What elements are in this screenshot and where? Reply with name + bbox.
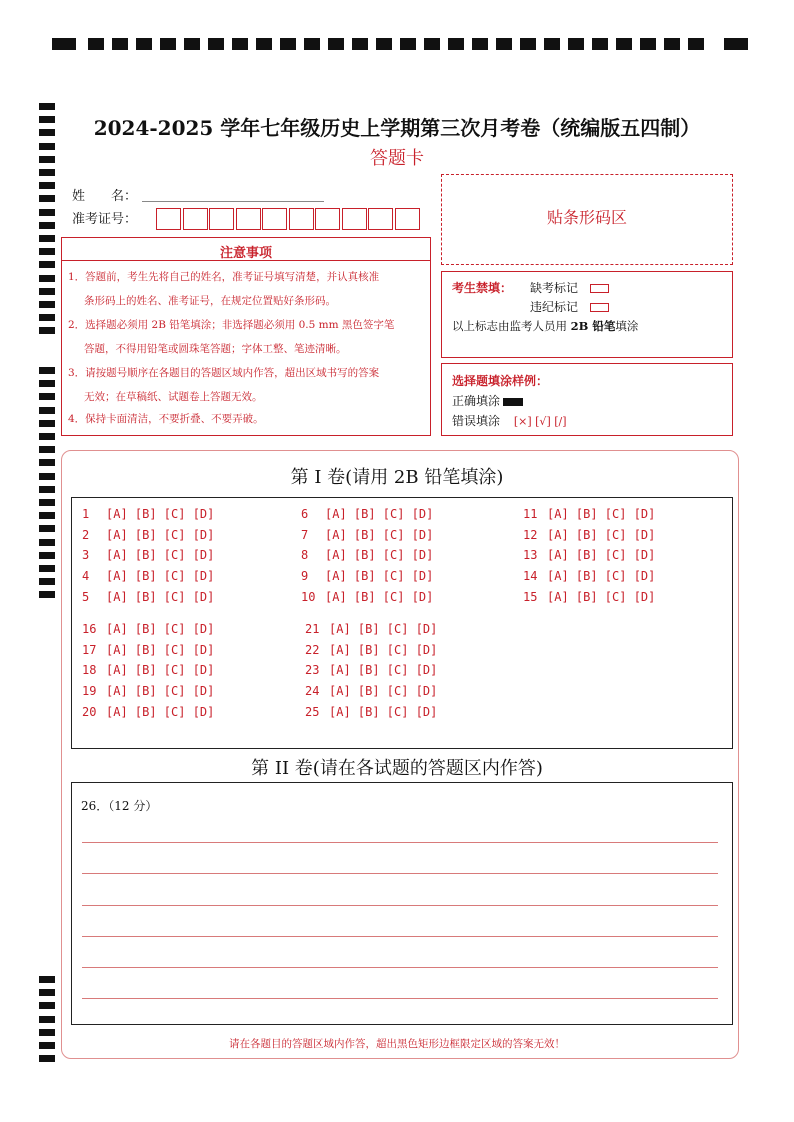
sample-box <box>441 363 733 436</box>
question-number: 18 <box>82 663 97 678</box>
timing-mark <box>39 989 55 996</box>
sample-title: 选择题填涂样例： <box>452 374 549 388</box>
answer-bubbles[interactable]: [A] [B] [C] [D] <box>329 663 438 678</box>
answer-bubbles[interactable]: [A] [B] [C] [D] <box>106 684 215 699</box>
choice-question-row <box>82 507 214 521</box>
timing-mark <box>39 261 55 268</box>
exam-id-digit-box[interactable] <box>342 208 367 230</box>
question-number: 6 <box>301 507 309 521</box>
choice-question-row <box>82 622 214 636</box>
answer-bubbles[interactable]: [A] [B] [C] [D] <box>106 663 215 678</box>
timing-mark <box>424 38 440 50</box>
choice-question-row <box>523 569 655 583</box>
answer-bubbles[interactable]: [A] [B] [C] [D] <box>106 569 215 584</box>
answer-bubbles[interactable]: [A] [B] [C] [D] <box>547 548 656 563</box>
choice-question-row <box>82 643 214 657</box>
violation-checkbox[interactable] <box>590 303 609 312</box>
notice-line: 3．请按题号顺序在各题目的答题区域内作答，超出区域书写的答案 <box>68 367 380 379</box>
choice-question-row <box>301 528 433 542</box>
absent-checkbox[interactable] <box>590 284 609 293</box>
answer-bubbles[interactable]: [A] [B] [C] [D] <box>329 704 438 719</box>
timing-mark <box>39 1016 55 1023</box>
notice-line: 2．选择题必须用 2B 铅笔填涂；非选择题必须用 0.5 mm 黑色签字笔 <box>68 319 395 331</box>
exam-id-digit-box[interactable] <box>315 208 340 230</box>
notice-title: 注意事项 <box>219 246 272 261</box>
timing-mark <box>39 169 55 176</box>
timing-mark <box>640 38 656 50</box>
timing-mark <box>724 38 748 50</box>
choice-question-row <box>523 507 655 521</box>
timing-mark <box>184 38 200 50</box>
choice-question-row <box>82 705 214 719</box>
timing-mark <box>39 182 55 189</box>
choice-question-row <box>301 569 433 583</box>
choice-question-row <box>305 684 437 698</box>
timing-mark <box>280 38 296 50</box>
answer-bubbles[interactable]: [A] [B] [C] [D] <box>325 589 434 604</box>
timing-mark-bar <box>52 38 748 50</box>
timing-mark <box>39 420 55 427</box>
answer-line <box>82 842 718 843</box>
answer-line <box>82 905 718 906</box>
q26-label: 26．（12 分） <box>81 799 158 813</box>
timing-mark <box>496 38 512 50</box>
exam-id-digit-box[interactable] <box>156 208 181 230</box>
choice-question-row <box>523 548 655 562</box>
page-title: 2024-2025 学年七年级历史上学期第三次月考卷（统编版五四制） <box>93 116 701 140</box>
question-number: 15 <box>523 589 538 604</box>
choice-question-row <box>305 663 437 677</box>
choice-question-row <box>301 590 433 604</box>
timing-mark <box>688 38 704 50</box>
answer-bubbles[interactable]: [A] [B] [C] [D] <box>106 704 215 719</box>
timing-mark <box>592 38 608 50</box>
timing-mark <box>39 143 55 150</box>
timing-mark <box>616 38 632 50</box>
question-number: 8 <box>301 548 309 563</box>
choice-grid <box>71 497 733 749</box>
notice-line: 条形码上的姓名、准考证号，在规定位置贴好条形码。 <box>84 295 336 307</box>
timing-mark <box>39 116 55 123</box>
question-number: 11 <box>523 507 538 521</box>
timing-mark <box>256 38 272 50</box>
proctor-note-text: 以上标志由监考人员用 <box>452 319 567 333</box>
timing-mark <box>448 38 464 50</box>
proctor-note-bold: 2B 铅笔 <box>570 319 616 333</box>
timing-mark <box>39 446 55 453</box>
timing-mark <box>52 38 76 50</box>
answer-bubbles[interactable]: [A] [B] [C] [D] <box>547 569 656 584</box>
answer-bubbles[interactable]: [A] [B] [C] [D] <box>106 527 215 542</box>
timing-mark <box>39 301 55 308</box>
answer-bubbles[interactable]: [A] [B] [C] [D] <box>329 642 438 657</box>
barcode-area <box>441 174 733 265</box>
choice-question-row <box>301 548 433 562</box>
timing-mark <box>39 525 55 532</box>
timing-mark <box>376 38 392 50</box>
timing-mark <box>39 222 55 229</box>
answer-bubbles[interactable]: [A] [B] [C] [D] <box>547 589 656 604</box>
question-number: 24 <box>305 684 320 699</box>
timing-mark <box>39 407 55 414</box>
name-field[interactable] <box>142 201 324 202</box>
timing-mark <box>39 288 55 295</box>
question-number: 2 <box>82 527 90 542</box>
answer-bubbles[interactable]: [A] [B] [C] [D] <box>106 622 215 636</box>
answer-line <box>82 998 718 999</box>
correct-label: 正确填涂 <box>452 394 501 408</box>
choice-question-row <box>305 643 437 657</box>
timing-mark <box>39 209 55 216</box>
part1-title: 第 I 卷(请用 2B 铅笔填涂) <box>290 467 504 488</box>
question-number: 9 <box>301 569 309 584</box>
timing-mark <box>328 38 344 50</box>
part2-title: 第 II 卷(请在各试题的答题区内作答) <box>251 758 543 779</box>
timing-mark <box>39 499 55 506</box>
timing-mark <box>39 578 55 585</box>
answer-line <box>82 873 718 874</box>
timing-mark <box>520 38 536 50</box>
page-subtitle: 答题卡 <box>370 148 424 169</box>
exam-id-digit-box[interactable] <box>209 208 234 230</box>
answer-bubbles[interactable]: [A] [B] [C] [D] <box>106 642 215 657</box>
choice-question-row <box>82 528 214 542</box>
timing-mark <box>39 1055 55 1062</box>
timing-mark <box>39 393 55 400</box>
notice-line: 4．保持卡面清洁，不要折叠、不要弄破。 <box>68 413 264 425</box>
timing-mark <box>39 235 55 242</box>
question-number: 19 <box>82 684 97 699</box>
timing-mark <box>39 380 55 387</box>
notice-line: 答题，不得用铅笔或圆珠笔答题；字体工整、笔迹清晰。 <box>84 343 347 355</box>
notice-box <box>61 260 431 436</box>
question-number: 25 <box>305 704 320 719</box>
name-label: 姓 名： <box>72 189 138 204</box>
correct-sample <box>452 392 523 409</box>
timing-mark <box>39 1029 55 1036</box>
notice-line: 1．答题前，考生先将自己的姓名，准考证号填写清楚，并认真核准 <box>68 271 380 283</box>
timing-mark <box>39 539 55 546</box>
timing-mark <box>39 976 55 983</box>
exam-id-digit-box[interactable] <box>183 208 208 230</box>
question-number: 16 <box>82 622 97 636</box>
question-number: 7 <box>301 527 309 542</box>
question-number: 20 <box>82 704 97 719</box>
choice-question-row <box>82 684 214 698</box>
absent-label: 缺考标记 <box>530 281 579 295</box>
answer-bubbles[interactable]: [A] [B] [C] [D] <box>547 527 656 542</box>
answer-bubbles[interactable]: [A] [B] [C] [D] <box>106 589 215 604</box>
exam-id-digit-box[interactable] <box>289 208 314 230</box>
timing-mark <box>472 38 488 50</box>
timing-mark <box>664 38 680 50</box>
exam-id-digit-box[interactable] <box>236 208 261 230</box>
wrong-label: 错误填涂 <box>452 414 501 428</box>
timing-mark <box>352 38 368 50</box>
wrong-sample <box>452 412 567 429</box>
proctor-note <box>452 318 638 334</box>
choice-question-row <box>305 622 437 636</box>
violation-mark-row <box>530 298 609 315</box>
violation-label: 违纪标记 <box>530 300 579 314</box>
timing-mark <box>400 38 416 50</box>
timing-mark <box>39 275 55 282</box>
answer-bubbles[interactable]: [A] [B] [C] [D] <box>329 684 438 699</box>
timing-mark <box>39 327 55 334</box>
question-number: 23 <box>305 663 320 678</box>
answer-bubbles[interactable]: [A] [B] [C] [D] <box>106 507 215 521</box>
choice-question-row <box>82 590 214 604</box>
exam-id-digit-box[interactable] <box>368 208 393 230</box>
question-number: 4 <box>82 569 90 584</box>
timing-mark <box>88 38 104 50</box>
question-number: 3 <box>82 548 90 563</box>
q26-answer-box[interactable] <box>71 782 733 1025</box>
answer-bubbles[interactable]: [A] [B] [C] [D] <box>106 548 215 563</box>
question-number: 22 <box>305 642 320 657</box>
timing-mark <box>39 565 55 572</box>
absent-mark-row <box>530 279 609 296</box>
answer-line <box>82 967 718 968</box>
answer-bubbles[interactable]: [A] [B] [C] [D] <box>547 507 656 521</box>
timing-mark <box>39 195 55 202</box>
timing-mark <box>39 433 55 440</box>
choice-question-row <box>301 507 433 521</box>
answer-bubbles[interactable]: [A] [B] [C] [D] <box>325 548 434 563</box>
timing-mark <box>39 591 55 598</box>
question-number: 1 <box>82 507 90 521</box>
exam-id-digit-box[interactable] <box>395 208 420 230</box>
timing-mark <box>544 38 560 50</box>
proctor-note-suffix: 填涂 <box>615 319 639 333</box>
timing-mark <box>304 38 320 50</box>
timing-mark <box>39 314 55 321</box>
timing-mark <box>39 129 55 136</box>
proctor-box <box>441 271 733 358</box>
timing-mark <box>568 38 584 50</box>
choice-question-row <box>82 569 214 583</box>
timing-mark <box>208 38 224 50</box>
footer-note: 请在各题目的答题区域内作答，超出黑色矩形边框限定区域的答案无效！ <box>229 1038 565 1050</box>
timing-mark <box>39 103 55 110</box>
timing-mark <box>160 38 176 50</box>
filled-bubble-icon <box>503 398 523 406</box>
question-number: 5 <box>82 589 90 604</box>
wrong-marks: [×] [√] [/] <box>513 415 567 428</box>
choice-question-row <box>305 705 437 719</box>
question-number: 13 <box>523 548 538 563</box>
timing-mark <box>232 38 248 50</box>
timing-mark <box>39 248 55 255</box>
notice-header <box>61 237 431 261</box>
timing-mark <box>136 38 152 50</box>
timing-mark <box>112 38 128 50</box>
barcode-label: 贴条形码区 <box>546 208 627 227</box>
timing-mark <box>39 367 55 374</box>
answer-bubbles[interactable]: [A] [B] [C] [D] <box>325 507 434 521</box>
question-number: 14 <box>523 569 538 584</box>
question-number: 12 <box>523 527 538 542</box>
exam-id-digit-box[interactable] <box>262 208 287 230</box>
notice-line: 无效；在草稿纸、试题卷上答题无效。 <box>84 391 263 403</box>
question-number: 21 <box>305 622 320 636</box>
answer-bubbles[interactable]: [A] [B] [C] [D] <box>329 622 438 636</box>
id-label: 准考证号： <box>72 212 138 227</box>
choice-question-row <box>523 590 655 604</box>
timing-mark <box>39 512 55 519</box>
answer-bubbles[interactable]: [A] [B] [C] [D] <box>325 569 434 584</box>
choice-question-row <box>523 528 655 542</box>
timing-mark <box>39 552 55 559</box>
choice-question-row <box>82 663 214 677</box>
choice-question-row <box>82 548 214 562</box>
question-number: 17 <box>82 642 97 657</box>
proctor-title: 考生禁填： <box>452 281 513 295</box>
answer-line <box>82 936 718 937</box>
timing-mark <box>39 156 55 163</box>
timing-mark <box>39 1002 55 1009</box>
question-number: 10 <box>301 589 316 604</box>
answer-bubbles[interactable]: [A] [B] [C] [D] <box>325 527 434 542</box>
